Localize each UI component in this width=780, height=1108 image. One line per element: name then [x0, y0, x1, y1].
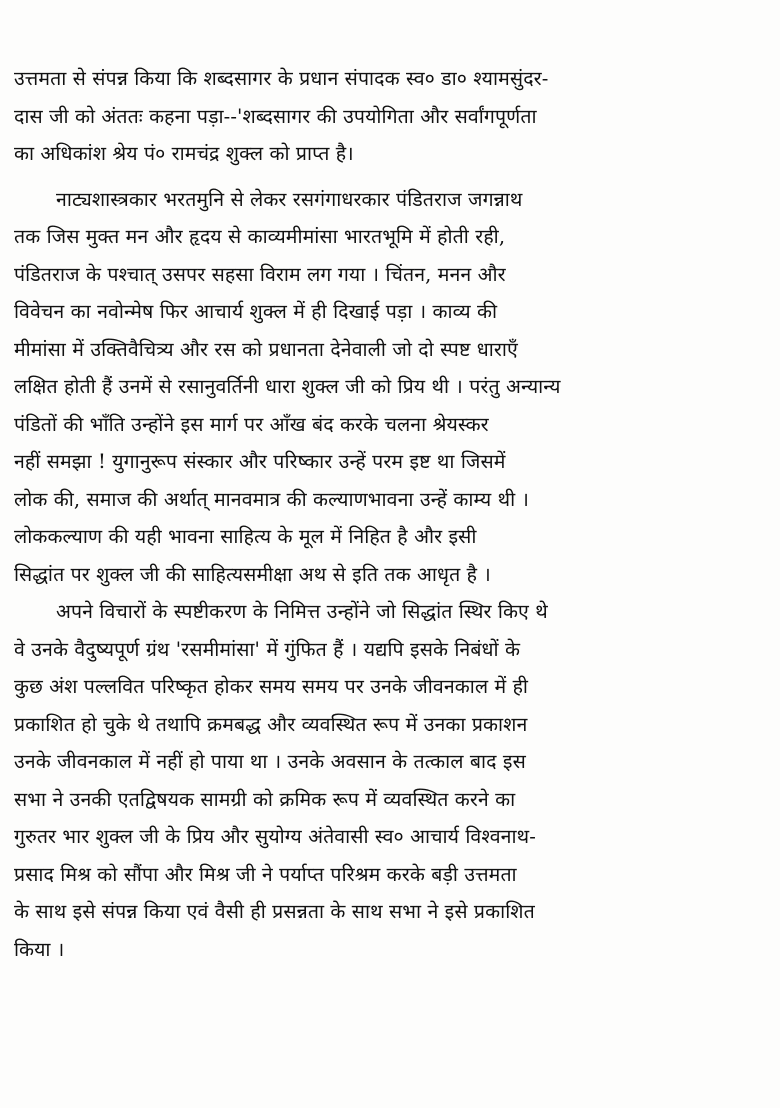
text-line: सिद्धांत पर शुक्ल जी की साहित्यसमीक्षा अथ से इति तक आधृत है । [14, 562, 491, 586]
text-line: कुछ अंश पल्लवित परिष्कृत होकर समय समय पर उनके जीवनकाल में ही [14, 675, 529, 698]
paragraph-2 [14, 181, 770, 594]
text-line: उनके जीवनकाल में नहीं हो पाया था । उनके अवसान के तत्काल बाद इस [14, 750, 526, 773]
paragraph-3 [14, 593, 770, 968]
text-line: का अधिकांश श्रेय पं० रामचंद्र शुक्ल को प्राप्त है। [14, 142, 354, 165]
text-line: अपने विचारों के स्पष्टीकरण के निमित्त उन्होंने जो सिद्धांत स्थिर किए थे [56, 600, 548, 623]
paragraph-1 [14, 60, 770, 173]
text-line: तक जिस मुक्त मन और हृदय से काव्यमीमांसा भारतभूमि में होती रही, [14, 225, 506, 248]
text-line: पंडितराज के पश्चात् उसपर सहसा विराम लग गया । चिंतन, मनन और [14, 262, 506, 286]
text-line: नहीं समझा ! युगानुरूप संस्कार और परिष्कार उन्हें परम इष्ट था जिसमें [14, 450, 506, 473]
text-line: लोककल्याण की यही भावना साहित्य के मूल में निहित है और इसी [14, 525, 477, 548]
text-line: उत्तमता से संपन्न किया कि शब्दसागर के प्रधान संपादक स्व० डा० श्यामसुंदर- [14, 67, 549, 90]
text-line: किया । [14, 937, 65, 961]
text-line: मीमांसा में उक्तिवैचित्र्य और रस को प्रधानता देनेवाली जो दो स्पष्ट धाराएँ [14, 337, 518, 361]
text-line: गुरुतर भार शुक्ल जी के प्रिय और सुयोग्य अंतेवासी स्व० आचार्य विश्वनाथ- [14, 825, 536, 848]
text-line: लोक की, समाज की अर्थात् मानवमात्र की कल्याणभावना उन्हें काम्य थी । [14, 487, 530, 511]
text-line: पंडितों की भाँति उन्होंने इस मार्ग पर आँख बंद करके चलना श्रेयस्कर [14, 412, 489, 436]
text-line: सभा ने उनकी एतद्विषयक सामग्री को क्रमिक रूप में व्यवस्थित करने का [14, 787, 516, 811]
text-line: प्रकाशित हो चुके थे तथापि क्रमबद्ध और व्यवस्थित रूप में उनका प्रकाशन [14, 712, 528, 736]
text-line: वे उनके वैदुष्यपूर्ण ग्रंथ 'रसमीमांसा' में गुंफित हैं । यद्यपि इसके निबंधों के [14, 637, 521, 661]
text-line: प्रसाद मिश्र को सौंपा और मिश्र जी ने पर्याप्त परिश्रम करके बड़ी उत्तमता [14, 862, 517, 886]
text-line: नाट्यशास्त्रकार भरतमुनि से लेकर रसगंगाधरकार पंडितराज जगन्नाथ [56, 187, 523, 211]
body-text [14, 60, 770, 968]
text-line: लक्षित होती हैं उनमें से रसानुवर्तिनी धारा शुक्ल जी को प्रिय थी । परंतु अन्यान्य [14, 375, 561, 398]
text-line: विवेचन का नवोन्मेष फिर आचार्य शुक्ल में ही दिखाई पड़ा । काव्य की [14, 300, 498, 323]
text-line: दास जी को अंततः कहना पड़ा--'शब्दसागर की उपयोगिता और सर्वांगपूर्णता [14, 104, 537, 128]
text-line: के साथ इसे संपन्न किया एवं वैसी ही प्रसन्नता के साथ सभा ने इसे प्रकाशित [14, 900, 535, 923]
